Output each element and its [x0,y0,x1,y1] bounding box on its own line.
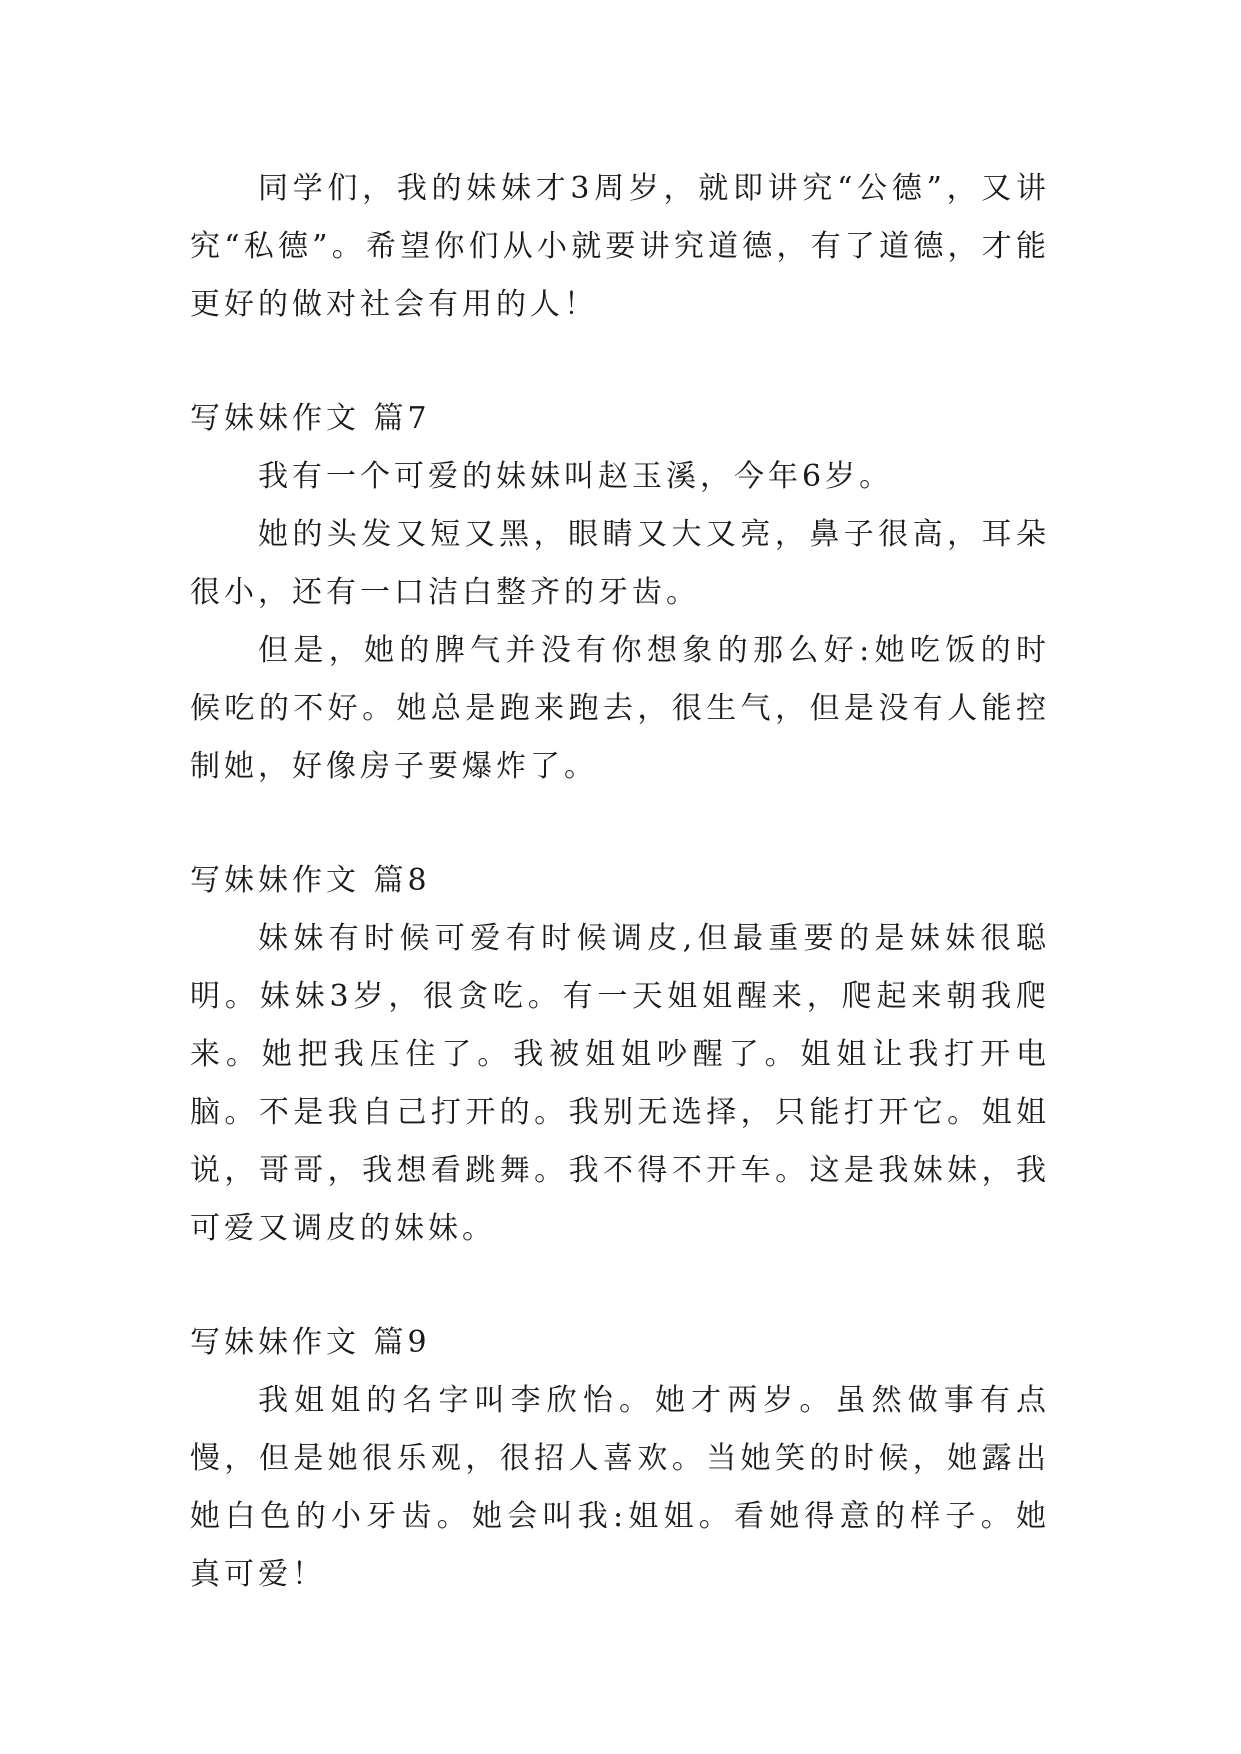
paragraph-intro-conclusion: 同学们，我的妹妹才3周岁，就即讲究“公德”，又讲究“私德”。希望你们从小就要讲究道德，有了道德，才能更好的做对社会有用的人！ [190,171,1050,322]
paragraph-7-3: 但是，她的脾气并没有你想象的那么好:她吃饭的时候吃的不好。她总是跑来跑去，很生气，但是没有人能控制她，好像房子要爆炸了。 [190,633,1050,784]
section-heading-9: 写妹妹作文 篇9 [190,1325,431,1360]
paragraph-9-1: 我姐姐的名字叫李欣怡。她才两岁。虽然做事有点慢，但是她很乐观，很招人喜欢。当她笑的时候，她露出她白色的小牙齿。她会叫我:姐姐。看她得意的样子。她真可爱！ [190,1383,1050,1592]
section-heading-7: 写妹妹作文 篇7 [190,401,431,436]
document-body [190,160,1050,1604]
section-heading-8: 写妹妹作文 篇8 [190,863,431,898]
paragraph-7-2: 她的头发又短又黑，眼睛又大又亮，鼻子很高，耳朵很小，还有一口洁白整齐的牙齿。 [190,517,1050,610]
paragraph-7-1: 我有一个可爱的妹妹叫赵玉溪，今年6岁。 [258,459,894,494]
paragraph-8-1: 妹妹有时候可爱有时候调皮,但最重要的是妹妹很聪明。妹妹3岁，很贪吃。有一天姐姐醒来，爬起来朝我爬来。她把我压住了。我被姐姐吵醒了。姐姐让我打开电脑。不是我自己打开的。我别无选择，只能打开它。姐姐说，哥哥，我想看跳舞。我不得不开车。这是我妹妹，我可爱又调皮的妹妹。 [190,921,1050,1246]
